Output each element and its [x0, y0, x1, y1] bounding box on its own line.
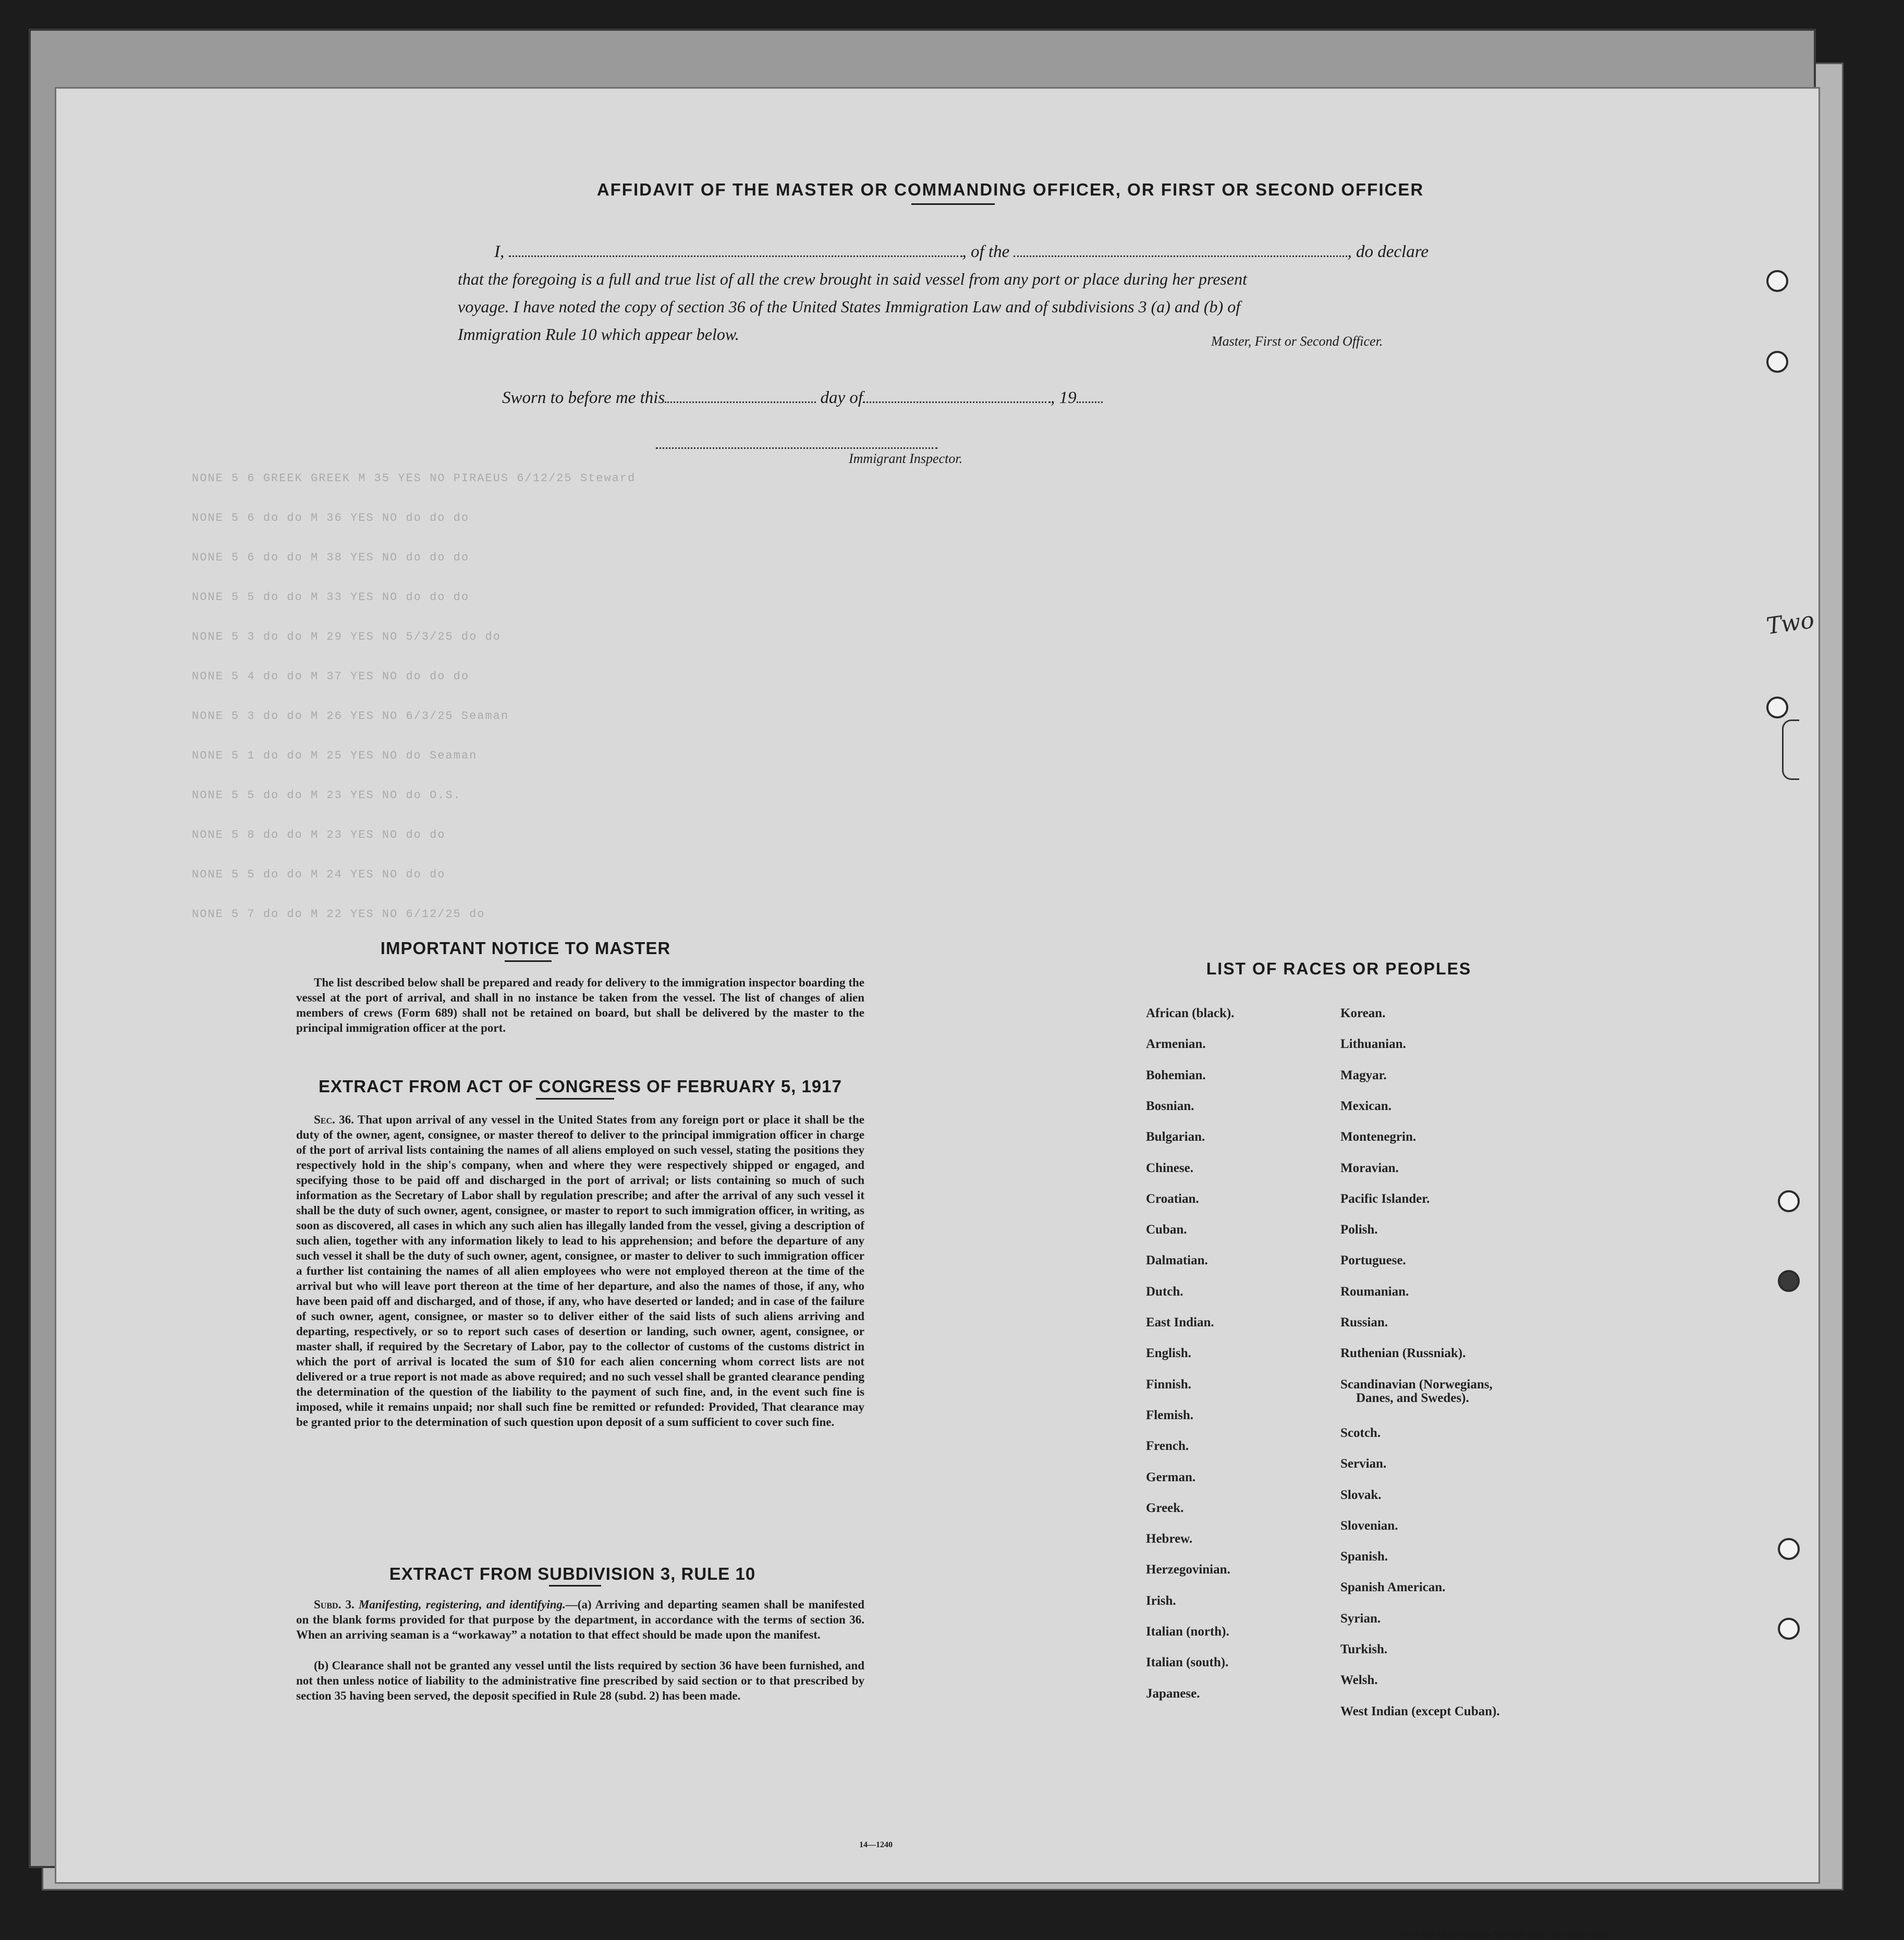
race-entry: Portuguese. [1340, 1253, 1406, 1268]
bleed-through-row: NONE 5 7 do do M 22 YES NO 6/12/25 do [192, 908, 485, 921]
race-entry: Danes, and Swedes). [1356, 1390, 1469, 1405]
rule-text-b [296, 1658, 864, 1703]
affidavit-i: I, [494, 242, 505, 261]
rule-rule [549, 1585, 601, 1587]
bleed-through-row: NONE 5 3 do do M 26 YES NO 6/3/25 Seaman [192, 710, 509, 723]
race-entry: Finnish. [1146, 1377, 1191, 1392]
affidavit-of-the: , of the [962, 242, 1010, 261]
act-title: EXTRACT FROM ACT OF CONGRESS OF FEBRUARY 5, 1917 [319, 1077, 842, 1096]
affidavit-declare: , do declare [1347, 242, 1429, 261]
race-entry: English. [1146, 1346, 1191, 1361]
bleed-through-row: NONE 5 5 do do M 23 YES NO do O.S. [192, 789, 461, 802]
race-entry: Polish. [1340, 1223, 1378, 1237]
race-entry: Italian (north). [1146, 1625, 1229, 1639]
month-blank[interactable] [863, 388, 1051, 403]
affidavit-title: AFFIDAVIT OF THE MASTER OR COMMANDING OFFICER, OR FIRST OR SECOND OFFICER [596, 180, 1424, 199]
race-entry: Welsh. [1340, 1673, 1378, 1688]
year-text: , 19 [1051, 388, 1077, 407]
race-entry: German. [1146, 1470, 1196, 1484]
affidavit-line-1 [494, 242, 1429, 262]
inspector-signature-blank[interactable] [656, 434, 937, 449]
race-entry: Roumanian. [1340, 1284, 1409, 1299]
race-entry: Servian. [1340, 1457, 1387, 1471]
title-rule [911, 203, 995, 205]
race-entry: Moravian. [1340, 1161, 1399, 1175]
footer-note: by a fine of ten dollars for each alien. See other side. [1401, 1929, 1609, 1939]
race-entry: French. [1146, 1439, 1189, 1454]
race-entry: Flemish. [1146, 1408, 1193, 1422]
binder-hole [1766, 351, 1788, 373]
affidavit-line-4: Immigration Rule 10 which appear below. [458, 325, 739, 344]
margin-bracket [1782, 719, 1799, 780]
race-entry: Lithuanian. [1340, 1037, 1406, 1052]
race-entry: Herzegovinian. [1146, 1563, 1230, 1577]
rule-title: EXTRACT FROM SUBDIVISION 3, RULE 10 [389, 1564, 756, 1583]
race-entry: Japanese. [1146, 1686, 1200, 1701]
notice-text [296, 975, 864, 1035]
bleed-through-row: NONE 5 4 do do M 37 YES NO do do do [192, 670, 470, 683]
rule-body-a: —(a) Arriving and departing seamen shall be manifested on the blank forms provided for that purpose by the department, in accordance with the terms of section 36. When an arriving seaman is a “workaway” a notation to that effect should be made upon the manifest. [296, 1598, 865, 1641]
act-body: That upon arrival of any vessel in the United States from any foreign port or place it shall be the duty of the owner, agent, consignee, or master thereof to deliver to the principal immigration officer in charge of the port of arrival lists containing the names of all aliens employed on such vessel, stating the positions they respectively hold in the ship's company, when and where they were respectively shipped or engaged, and specifying those to be paid off and discharged in the port of arrival; or lists containing so much of such information as the Secretary of Labor shall by regulation prescribe; and after the arrival of any such vessel it shall be the duty of such owner, agent, consignee, or master to report to such immigration officer, in writing, as soon as discovered, all cases in which any such alien has illegally landed from the vessel, giving a description of such alien, together with any information likely to lead to his apprehension; and before the departure of any such vessel it shall be the duty of such owner, agent, consignee, or master to deliver to such immigration officer a further list containing the names of all alien employees who were not employed thereon at the time of the arrival but who will leave port thereon at the time of her departure, and also the names of those, if any, who have been paid off and discharged, and of those, if any, who have deserted or landed; and in case of the failure of such owner, agent, consignee, or master so to deliver either of the said lists of such aliens arriving and departing, respectively, or so to report such cases of desertion or landing, such owner, agent, consignee, or master shall, if required by the Secretary of Labor, pay to the collector of customs of the customs district in which the port of arrival is located the sum of $10 for each alien concerning whom correct lists are not delivered or a true report is not made as above required; and no such vessel shall be granted clearance pending the determination of the question of the liability to the payment of such fine, and, in the event such fine is imposed, while it remains unpaid; nor shall such fine be remitted or refunded: Provided, That clearance may be granted prior to the determination of such question upon deposit of a sum sufficient to cover such fine. [296, 1113, 864, 1429]
inspector-label: Immigrant Inspector. [849, 451, 963, 466]
bleed-through-row: NONE 5 6 do do M 38 YES NO do do do [192, 551, 470, 564]
race-entry: Spanish. [1340, 1549, 1388, 1564]
binder-hole [1778, 1190, 1800, 1212]
rule-heading: Manifesting, registering, and identifying. [358, 1598, 566, 1611]
race-entry: West Indian (except Cuban). [1340, 1704, 1500, 1718]
rule-text-a [296, 1597, 864, 1642]
race-entry: Cuban. [1146, 1223, 1187, 1237]
race-entry: African (black). [1146, 1006, 1235, 1020]
race-entry: Bulgarian. [1146, 1130, 1205, 1144]
binder-hole [1778, 1618, 1800, 1640]
act-rule [536, 1098, 614, 1100]
rule-lead: Subd. 3. [314, 1598, 355, 1611]
form-number: 14—1240 [859, 1840, 893, 1849]
race-entry: Italian (south). [1146, 1655, 1229, 1670]
binder-hole [1766, 697, 1788, 718]
bleed-through-row: NONE 5 6 GREEK GREEK M 35 YES NO PIRAEUS 6/12/25 Steward [192, 472, 636, 485]
bleed-through-row: NONE 5 6 do do M 36 YES NO do do do [192, 511, 470, 524]
name-blank[interactable] [509, 242, 962, 257]
year-blank[interactable] [1077, 388, 1103, 403]
race-entry: Bohemian. [1146, 1068, 1206, 1082]
master-signature-label: Master, First or Second Officer. [1211, 334, 1383, 349]
bleed-through-row: NONE 5 1 do do M 25 YES NO do Seaman [192, 749, 478, 762]
day-of-text: day of [820, 388, 863, 407]
race-entry: Dutch. [1146, 1284, 1183, 1299]
act-lead: Sec. 36. [314, 1113, 354, 1126]
race-entry: Spanish American. [1340, 1580, 1446, 1595]
race-entry: Irish. [1146, 1593, 1176, 1608]
notice-title: IMPORTANT NOTICE TO MASTER [380, 938, 671, 958]
bleed-through-row: NONE 5 5 do do M 33 YES NO do do do [192, 591, 470, 604]
race-entry: Scandinavian (Norwegians, [1340, 1377, 1493, 1392]
act-text [296, 1112, 864, 1430]
affidavit-line-3: voyage. I have noted the copy of section 36 of the United States Immigration Law and of subdivisions 3 (a) and (b) of [458, 297, 1241, 316]
race-entry: Scotch. [1340, 1425, 1381, 1440]
affidavit-line-2: that the foregoing is a full and true list of all the crew brought in said vessel from any port or place during her present [458, 270, 1247, 288]
notice-body: The list described below shall be prepared and ready for delivery to the immigration inspector boarding the vessel at the port of arrival, and shall in no instance be taken from the vessel. The list of changes of alien members of crews (Form 689) shall not be retained on board, but shall be delivered by the master to the principal immigration officer at the port. [296, 976, 864, 1034]
binder-hole [1778, 1538, 1800, 1560]
binder-hole [1766, 270, 1788, 292]
race-entry: Chinese. [1146, 1161, 1193, 1175]
race-entry: East Indian. [1146, 1315, 1214, 1329]
race-entry: Bosnian. [1146, 1099, 1194, 1113]
bleed-through-row: NONE 5 5 do do M 24 YES NO do do [192, 868, 446, 881]
race-entry: Slovak. [1340, 1487, 1382, 1502]
day-blank[interactable] [665, 388, 816, 403]
sworn-line [502, 388, 1103, 408]
race-entry: Croatian. [1146, 1191, 1199, 1206]
sworn-text: Sworn to before me this [502, 388, 665, 407]
rule-body-b: (b) Clearance shall not be granted any vessel until the lists required by section 36 have been furnished, and not then unless notice of liability to the administrative fine prescribed by said section or to that prescribed by section 35 having been served, the deposit specified in Rule 28 (subd. 2) has been made. [296, 1659, 864, 1702]
race-entry: Montenegrin. [1340, 1130, 1417, 1144]
race-entry: Pacific Islander. [1340, 1191, 1430, 1206]
vessel-blank[interactable] [1014, 242, 1347, 257]
handwritten-mark: Two [1764, 606, 1816, 640]
race-entry: Hebrew. [1146, 1532, 1193, 1546]
race-entry: Syrian. [1340, 1611, 1381, 1626]
race-entry: Ruthenian (Russniak). [1340, 1346, 1466, 1361]
notice-rule [505, 960, 552, 962]
race-entry: Turkish. [1340, 1642, 1388, 1656]
races-title: LIST OF RACES OR PEOPLES [1206, 959, 1472, 978]
race-entry: Slovenian. [1340, 1518, 1398, 1533]
race-entry: Russian. [1340, 1315, 1388, 1329]
race-entry: Korean. [1340, 1006, 1386, 1020]
bleed-through-row: NONE 5 8 do do M 23 YES NO do do [192, 828, 446, 841]
manifest-page [56, 89, 1818, 1939]
race-entry: Dalmatian. [1146, 1253, 1208, 1268]
bleed-through-row: NONE 5 3 do do M 29 YES NO 5/3/25 do do [192, 630, 501, 643]
race-entry: Magyar. [1340, 1068, 1387, 1082]
race-entry: Mexican. [1340, 1099, 1392, 1113]
binder-hole [1778, 1270, 1800, 1292]
race-entry: Armenian. [1146, 1037, 1206, 1052]
race-entry: Greek. [1146, 1500, 1184, 1515]
